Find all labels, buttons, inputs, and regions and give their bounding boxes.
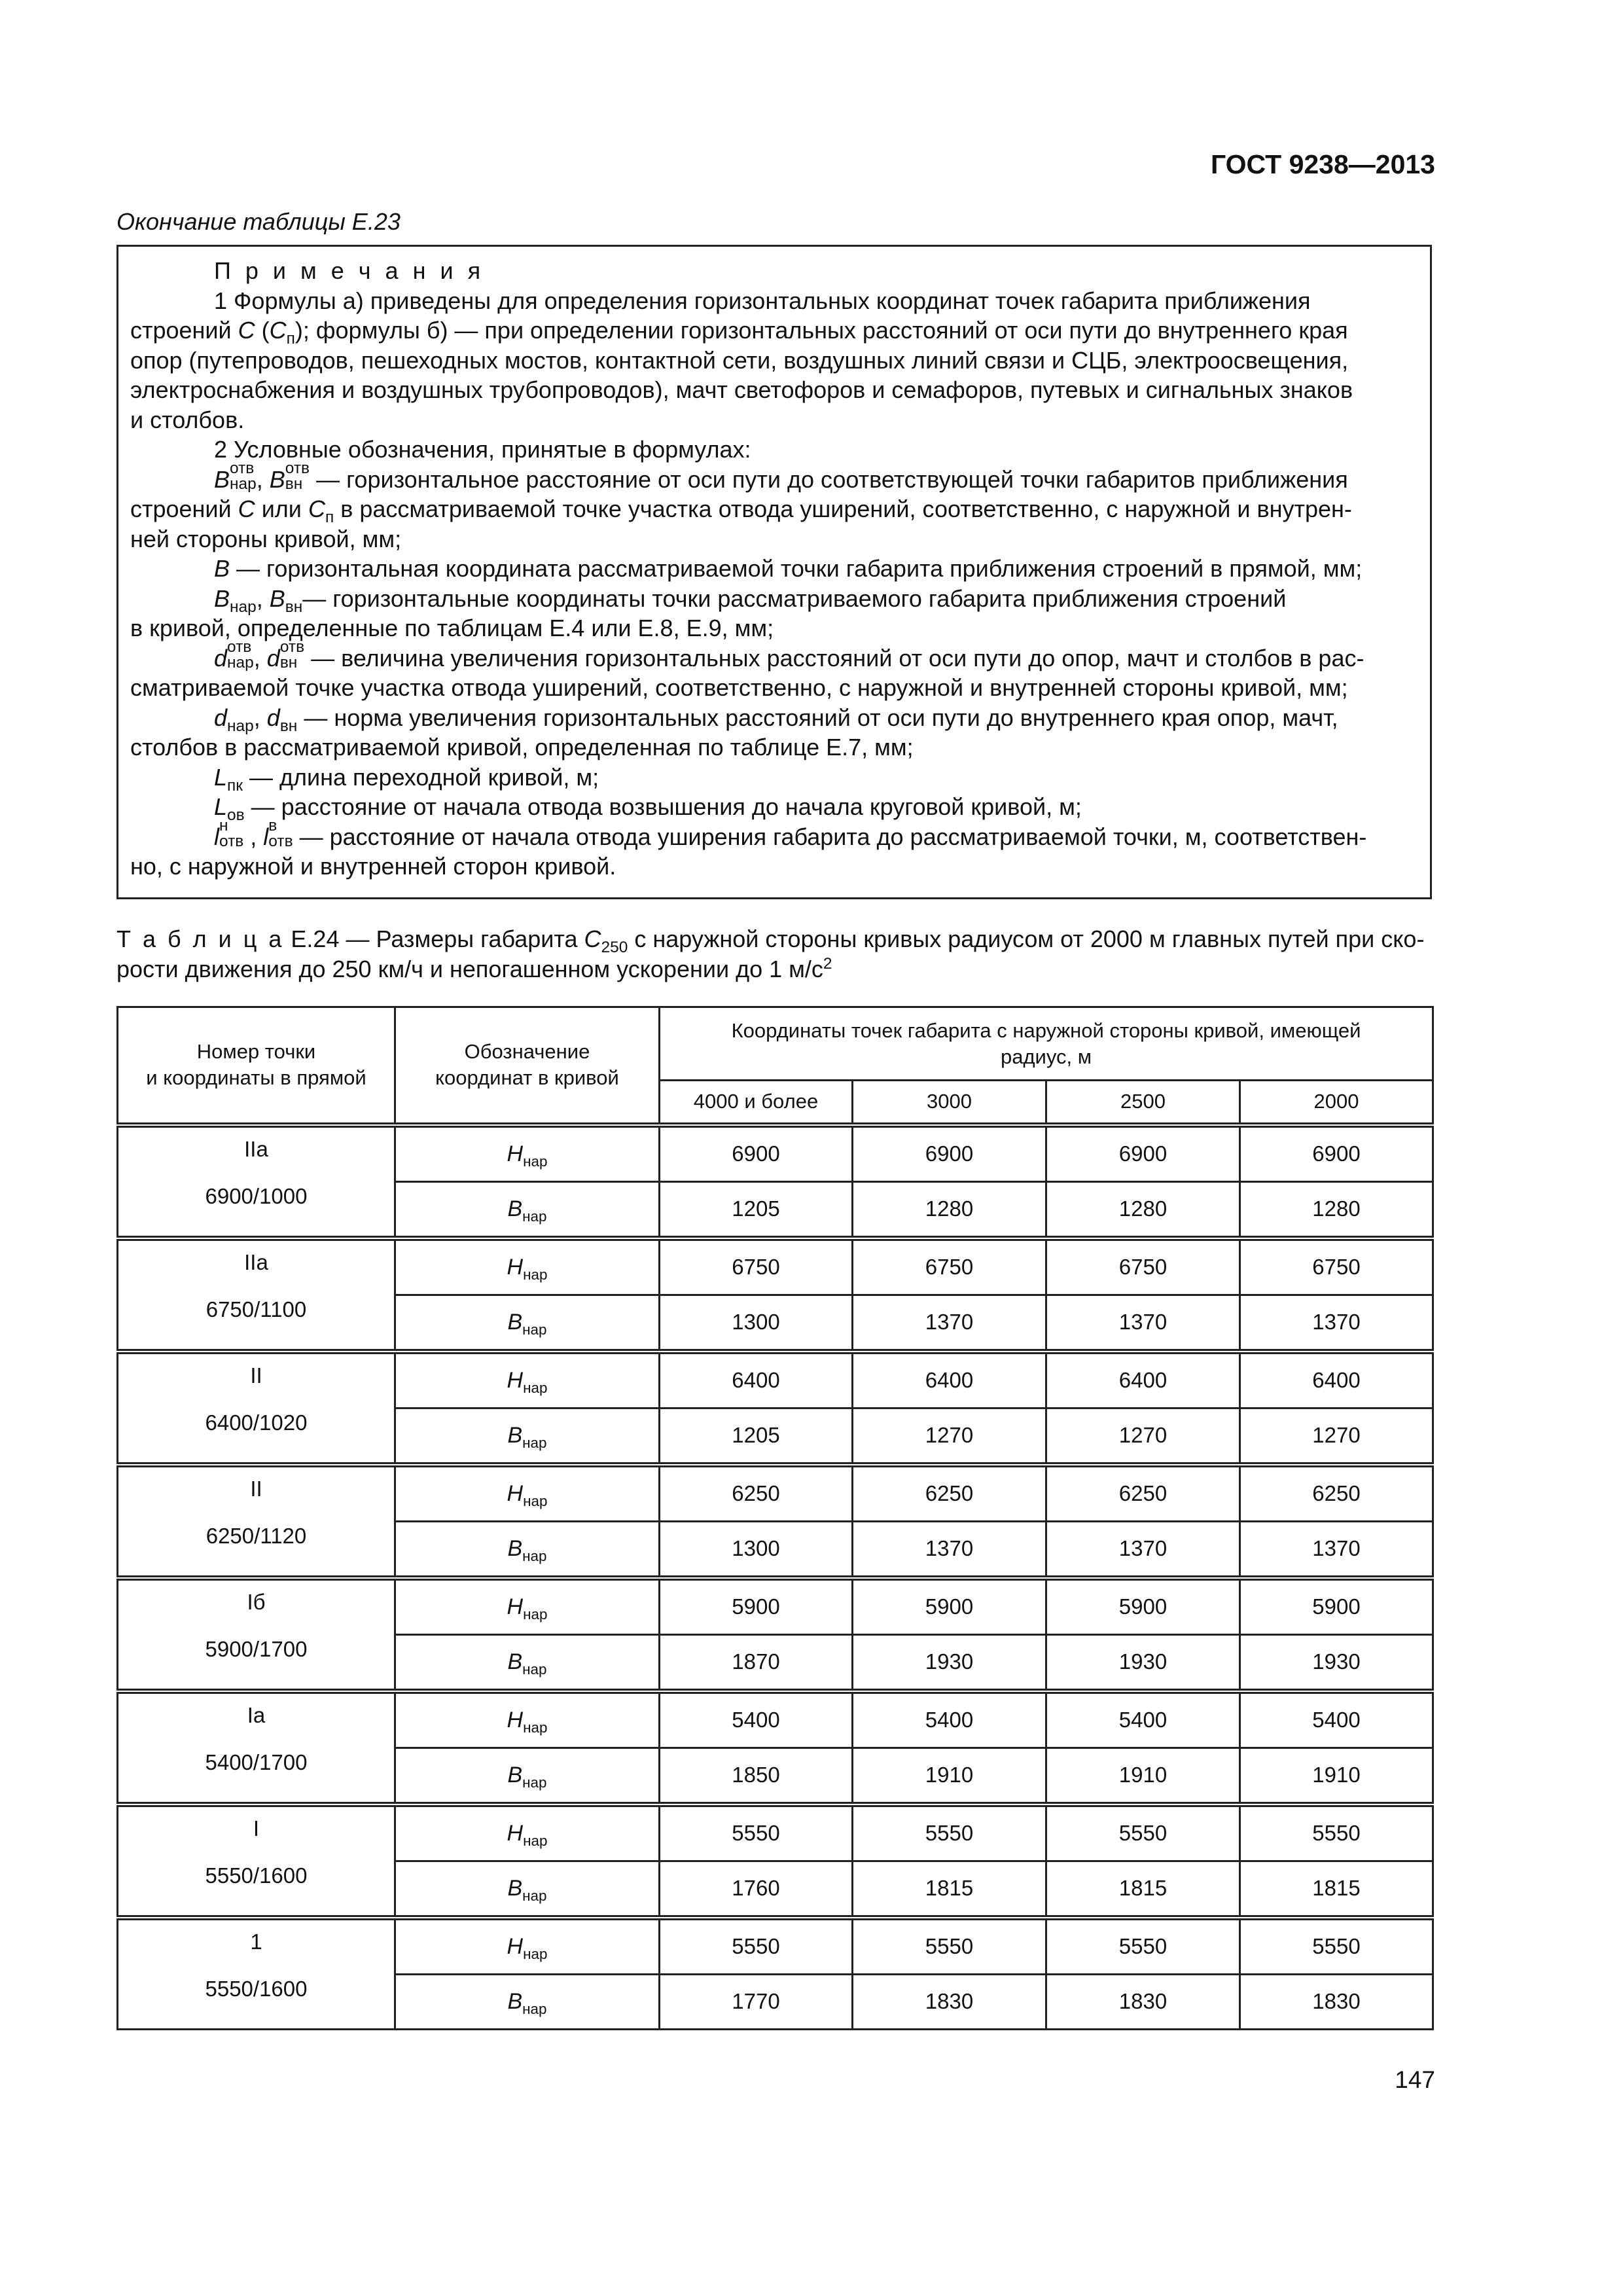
definition-b-otv: B отв нар , B отв вн — горизонтальное расстояние от оси пути до соответствующей точки габаритов приближения [214, 459, 1348, 493]
value-cell: 6400 [660, 1352, 853, 1408]
designation-b: $B_{нар}$ [395, 1634, 660, 1691]
value-cell: 6900 [1240, 1125, 1433, 1182]
page-number: 147 [1395, 2066, 1435, 2093]
value-cell: 1270 [853, 1408, 1046, 1465]
value-cell: 1910 [1240, 1748, 1433, 1804]
value-cell: 1280 [1046, 1181, 1240, 1238]
header-radius: 2500 [1046, 1081, 1240, 1125]
value-cell: 1770 [660, 1974, 853, 2029]
note-1-line: 1 Формулы а) приведены для определения горизонтальных координат точек габарита приближения [214, 287, 1311, 314]
definition-d-otv: сматриваемой точке участка отвода уширений, соответственно, с наружной и внутренней стороны кривой, мм; [130, 674, 1348, 701]
point-number: Iб [247, 1589, 266, 1614]
value-cell: 1370 [1240, 1521, 1433, 1578]
value-cell: 1830 [1240, 1974, 1433, 2029]
value-cell: 6250 [1240, 1465, 1433, 1522]
value-cell: 1205 [660, 1408, 853, 1465]
value-cell: 5550 [1240, 1804, 1433, 1861]
value-cell: 1280 [1240, 1181, 1433, 1238]
value-cell: 5900 [1046, 1578, 1240, 1635]
value-cell: 5550 [660, 1804, 853, 1861]
note-1-line: электроснабжения и воздушных трубопроводов), мачт светофоров и семафоров, путевых и сигнальных знаков [130, 376, 1353, 403]
value-cell: 1280 [853, 1181, 1046, 1238]
value-cell: 1930 [853, 1634, 1046, 1691]
value-cell: 5550 [853, 1804, 1046, 1861]
value-cell: 5550 [1046, 1918, 1240, 1975]
definition-b-otv: ней стороны кривой, мм; [130, 525, 402, 552]
designation-b: $B_{нар}$ [395, 1408, 660, 1465]
value-cell: 5550 [660, 1918, 853, 1975]
notes-box [116, 245, 1432, 899]
header-radius-group: Координаты точек габарита с наружной стороны кривой, имеющей радиус, м [660, 1007, 1433, 1081]
definition-d-otv: d отв нар , d отв вн — величина увеличения горизонтальных расстояний от оси пути до опор, мачт и столбов в рас- [214, 637, 1364, 672]
designation-b: $B_{нар}$ [395, 1181, 660, 1238]
table-caption: Т а б л и ц а Е.24 — Размеры габарита $С_{250}$ с наружной стороны кривых радиусом от 2000 м главных путей при ско- рости движения до 250 км/ч и непогашенном ускорении до 1 $м/с^2$ [116, 925, 1425, 982]
value-cell: 6250 [853, 1465, 1046, 1522]
header-radius: 3000 [853, 1081, 1046, 1125]
value-cell: 5900 [660, 1578, 853, 1635]
value-cell: 6900 [660, 1125, 853, 1182]
value-cell: 5400 [660, 1691, 853, 1748]
point-coordinates: 6750/1100 [205, 1297, 307, 1321]
value-cell: 1205 [660, 1181, 853, 1238]
value-cell: 1815 [1046, 1861, 1240, 1918]
value-cell: 6900 [853, 1125, 1046, 1182]
designation-h: $H_{нар}$ [395, 1578, 660, 1635]
value-cell: 1370 [1046, 1295, 1240, 1352]
value-cell: 1850 [660, 1748, 853, 1804]
value-cell: 6750 [660, 1238, 853, 1295]
designation-b: $B_{нар}$ [395, 1861, 660, 1918]
point-number: I [253, 1816, 260, 1840]
value-cell: 6750 [1240, 1238, 1433, 1295]
table-row [118, 1238, 1433, 1295]
designation-h: $H_{нар}$ [395, 1352, 660, 1408]
designation-b: $B_{нар}$ [395, 1748, 660, 1804]
point-coordinates: 5400/1700 [205, 1749, 308, 1774]
definition-l-otv: но, с наружной и внутренней сторон кривой. [130, 853, 616, 880]
value-cell: 6250 [660, 1465, 853, 1522]
point-number: IIа [244, 1249, 268, 1274]
point-coordinates: 6250/1120 [205, 1523, 307, 1548]
designation-b: $B_{нар}$ [395, 1521, 660, 1578]
definition-b: B — горизонтальная координата рассматриваемой точки габарита приближения строений в прямой, мм; [214, 555, 1363, 582]
definition-b-nar: $B_{нар}$, $B_{вн}—$ горизонтальные координаты точки рассматриваемого габарита приближения строений [214, 584, 1287, 616]
note-1-line: и столбов. [130, 406, 245, 433]
point-coordinates: 5900/1700 [205, 1636, 308, 1661]
value-cell: 5400 [1240, 1691, 1433, 1748]
point-number: IIа [244, 1136, 268, 1161]
value-cell: 6400 [1046, 1352, 1240, 1408]
value-cell: 1830 [853, 1974, 1046, 2029]
point-cell [118, 1578, 395, 1691]
table-row [118, 1918, 1433, 1975]
point-number: II [250, 1363, 262, 1388]
definition-d: столбов в рассматриваемой кривой, определенная по таблице Е.7, мм; [130, 734, 914, 761]
designation-b: $B_{нар}$ [395, 1974, 660, 2029]
value-cell: 1910 [1046, 1748, 1240, 1804]
value-cell: 1815 [853, 1861, 1046, 1918]
definition-l-pk: $L_{пк}$ — длина переходной кривой, м; [214, 763, 599, 795]
table-body [118, 1125, 1433, 2030]
value-cell: 1370 [853, 1295, 1046, 1352]
definition-d: $d_{нар}$, $d_{вн}$ — норма увеличения горизонтальных расстояний от оси пути до внутреннего края опор, мачт, [214, 704, 1338, 735]
point-coordinates: 6900/1000 [205, 1183, 308, 1208]
table-row [118, 1125, 1433, 1182]
note-1-line: опор (путепроводов, пешеходных мостов, контактной сети, воздушных линий связи и СЦБ, электроосвещения, [130, 346, 1349, 374]
header-radius: 2000 [1240, 1081, 1433, 1125]
value-cell: 1270 [1046, 1408, 1240, 1465]
point-cell [118, 1465, 395, 1578]
point-number: 1 [250, 1929, 262, 1954]
table-row [118, 1578, 1433, 1635]
value-cell: 6900 [1046, 1125, 1240, 1182]
value-cell: 5900 [853, 1578, 1046, 1635]
designation-h: $H_{нар}$ [395, 1238, 660, 1295]
value-cell: 1270 [1240, 1408, 1433, 1465]
gabarit-table [116, 1006, 1434, 2030]
point-cell [118, 1352, 395, 1465]
value-cell: 1370 [1240, 1295, 1433, 1352]
designation-h: $H_{нар}$ [395, 1125, 660, 1182]
value-cell: 5550 [853, 1918, 1046, 1975]
definition-l-ov: $L_{ов}$ — расстояние от начала отвода возвышения до начала круговой кривой, м; [214, 793, 1082, 825]
value-cell: 1930 [1046, 1634, 1240, 1691]
point-coordinates: 5550/1600 [205, 1863, 308, 1888]
header-radius: 4000 и более [660, 1081, 853, 1125]
point-cell [118, 1918, 395, 2030]
continuation-title: Окончание таблицы Е.23 [116, 208, 401, 235]
table-row [118, 1465, 1433, 1522]
value-cell: 1370 [1046, 1521, 1240, 1578]
value-cell: 1910 [853, 1748, 1046, 1804]
designation-h: $H_{нар}$ [395, 1918, 660, 1975]
value-cell: 1300 [660, 1295, 853, 1352]
value-cell: 6750 [1046, 1238, 1240, 1295]
value-cell: 5550 [1046, 1804, 1240, 1861]
value-cell: 1760 [660, 1861, 853, 1918]
value-cell: 6400 [1240, 1352, 1433, 1408]
value-cell: 1870 [660, 1634, 853, 1691]
value-cell: 1930 [1240, 1634, 1433, 1691]
header-point-number: Номер точки и координаты в прямой [118, 1007, 395, 1125]
value-cell: 6250 [1046, 1465, 1240, 1522]
value-cell: 5400 [853, 1691, 1046, 1748]
point-cell [118, 1125, 395, 1238]
point-coordinates: 5550/1600 [205, 1976, 308, 2001]
definition-l-otv: l н отв , l в отв — расстояние от начала отвода уширения габарита до рассматриваемой точки, м, соответствен- [214, 816, 1367, 850]
point-number: II [250, 1476, 262, 1501]
point-cell [118, 1238, 395, 1352]
header-designation: Обозначение координат в кривой [395, 1007, 660, 1125]
value-cell: 5550 [1240, 1918, 1433, 1975]
value-cell: 1370 [853, 1521, 1046, 1578]
value-cell: 6750 [853, 1238, 1046, 1295]
value-cell: 1815 [1240, 1861, 1433, 1918]
table-row [118, 1352, 1433, 1408]
point-coordinates: 6400/1020 [205, 1410, 308, 1435]
definition-b-nar: в кривой, определенные по таблицам Е.4 или Е.8, Е.9, мм; [130, 615, 774, 641]
table-row [118, 1691, 1433, 1748]
value-cell: 5400 [1046, 1691, 1240, 1748]
value-cell: 6400 [853, 1352, 1046, 1408]
table-row [118, 1804, 1433, 1861]
designation-h: $H_{нар}$ [395, 1465, 660, 1522]
point-cell [118, 1691, 395, 1804]
definition-b-otv: строений С или $С_п$ в рассматриваемой точке участка отвода уширений, соответственно, с наружной и внутрен- [130, 495, 1352, 527]
designation-h: $H_{нар}$ [395, 1691, 660, 1748]
notes-heading: П р и м е ч а н и я [214, 257, 485, 284]
designation-b: $B_{нар}$ [395, 1295, 660, 1352]
note-2-line: 2 Условные обозначения, принятые в формулах: [214, 436, 751, 463]
value-cell: 5900 [1240, 1578, 1433, 1635]
document-id: ГОСТ 9238—2013 [1210, 149, 1435, 179]
value-cell: 1830 [1046, 1974, 1240, 2029]
point-cell [118, 1804, 395, 1918]
designation-h: $H_{нар}$ [395, 1804, 660, 1861]
point-number: Iа [247, 1702, 266, 1727]
value-cell: 1300 [660, 1521, 853, 1578]
note-1-line: строений С $(С_п)$; формулы б) — при определении горизонтальных расстояний от оси пути до внутреннего края [130, 317, 1348, 348]
